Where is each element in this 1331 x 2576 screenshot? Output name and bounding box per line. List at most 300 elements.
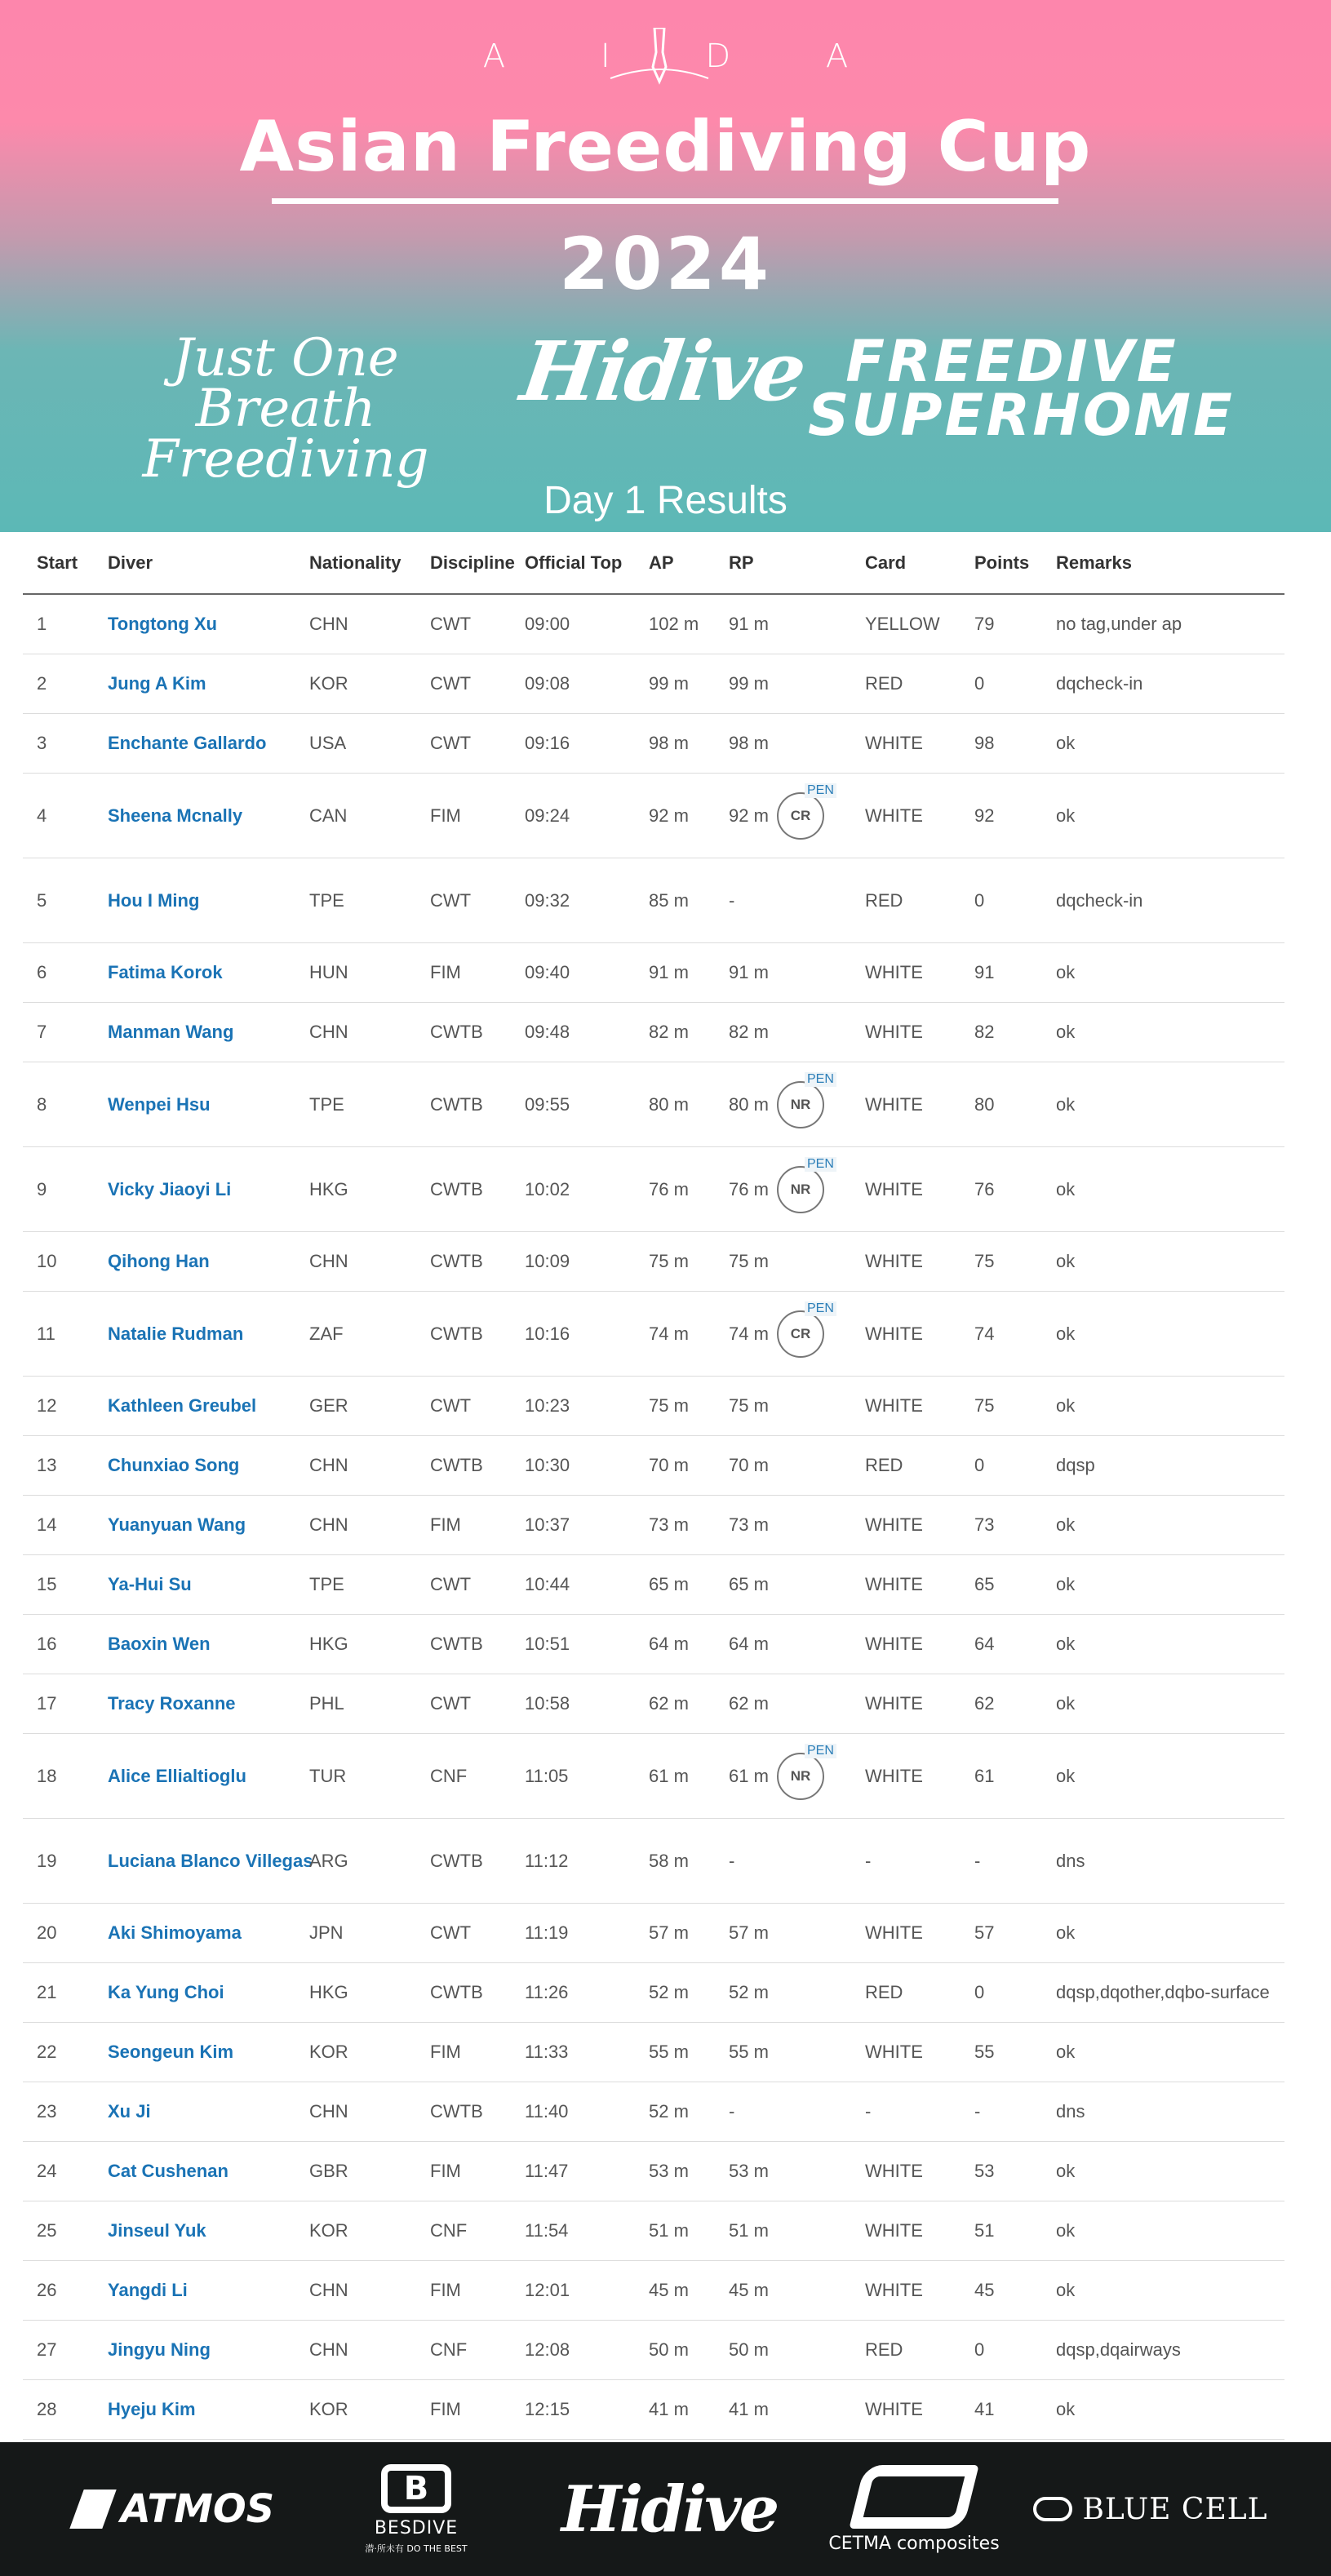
cell-official-top: 11:54 xyxy=(525,2220,569,2241)
cell-rp: 61 m xyxy=(729,1765,769,1786)
cell-remarks: ok xyxy=(1056,2220,1076,2241)
cell-ap: 50 m xyxy=(649,2339,689,2360)
cell-official-top: 11:05 xyxy=(525,1765,569,1786)
table-row xyxy=(23,2380,1284,2440)
table-row xyxy=(23,1819,1284,1904)
cell-remarks: dqsp xyxy=(1056,1455,1095,1475)
cell-card: RED xyxy=(865,1982,903,2002)
cell-start: 1 xyxy=(37,614,47,634)
cell-remarks: ok xyxy=(1056,1178,1076,1199)
diver-link[interactable]: Jingyu Ning xyxy=(108,2339,211,2360)
cell-discipline: CWT xyxy=(430,1922,472,1943)
cell-discipline: CWTB xyxy=(430,1982,483,2002)
cell-points: 55 xyxy=(974,2042,995,2062)
table-row xyxy=(23,2261,1284,2321)
cell-official-top: 10:30 xyxy=(525,1455,570,1475)
cell-remarks: ok xyxy=(1056,1514,1076,1535)
cell-nationality: ZAF xyxy=(309,1323,344,1344)
table-row xyxy=(23,1734,1284,1819)
cell-official-top: 10:23 xyxy=(525,1395,570,1416)
cell-rp: 65 m xyxy=(729,1574,769,1594)
pen-tag: PEN xyxy=(805,783,836,798)
pen-tag: PEN xyxy=(805,1072,836,1087)
cell-official-top: 09:32 xyxy=(525,889,570,911)
cell-discipline: CNF xyxy=(430,2220,468,2241)
cell-nationality: CHN xyxy=(309,1251,348,1271)
table-row xyxy=(23,1555,1284,1615)
cell-nationality: TPE xyxy=(309,1574,344,1594)
cell-discipline: CWTB xyxy=(430,1178,483,1199)
cell-start: 14 xyxy=(37,1514,57,1535)
diver-link[interactable]: Tracy Roxanne xyxy=(108,1693,236,1714)
cell-start: 4 xyxy=(37,805,47,826)
sponsor-cetma-logo xyxy=(816,2442,1012,2576)
cell-ap: 41 m xyxy=(649,2399,689,2419)
cell-rp: 52 m xyxy=(729,1982,769,2002)
diver-link[interactable]: Kathleen Greubel xyxy=(108,1395,257,1416)
cell-rp: 53 m xyxy=(729,2161,769,2181)
diver-link[interactable]: Aki Shimoyama xyxy=(108,1922,242,1943)
diver-link[interactable]: Ya-Hui Su xyxy=(108,1574,192,1594)
table-row xyxy=(23,1674,1284,1734)
diver-link[interactable]: Wenpei Hsu xyxy=(108,1093,211,1115)
header-remarks: Remarks xyxy=(1056,552,1132,573)
cell-start: 18 xyxy=(37,1765,57,1786)
cell-ap: 92 m xyxy=(649,805,689,826)
cell-ap: 91 m xyxy=(649,962,689,982)
cell-start: 15 xyxy=(37,1574,57,1594)
sponsor-cetma-name: CETMA composites xyxy=(828,2533,1000,2554)
cell-points: 45 xyxy=(974,2280,995,2300)
cell-points: 80 xyxy=(974,1093,995,1115)
cell-nationality: TPE xyxy=(309,889,344,911)
cell-nationality: PHL xyxy=(309,1693,344,1714)
cell-rp: - xyxy=(729,2101,735,2122)
cell-card: WHITE xyxy=(865,1178,923,1199)
atmos-mark-icon xyxy=(69,2490,116,2529)
header-points: Points xyxy=(974,552,1030,573)
cell-card: WHITE xyxy=(865,962,923,982)
sponsor-freedive-superhome-line2: SUPERHOME xyxy=(808,382,1235,449)
cell-discipline: FIM xyxy=(430,2280,461,2300)
table-row xyxy=(23,1496,1284,1555)
header-diver: Diver xyxy=(108,552,153,573)
cell-discipline: CWT xyxy=(430,1574,472,1594)
cell-start: 8 xyxy=(37,1093,47,1115)
diver-link[interactable]: Enchante Gallardo xyxy=(108,733,267,753)
cell-card: WHITE xyxy=(865,733,923,753)
sponsor-hidive-footer-logo xyxy=(561,2442,778,2576)
record-badge: NR xyxy=(777,1166,824,1213)
cell-remarks: ok xyxy=(1056,733,1076,753)
diver-link[interactable]: Qihong Han xyxy=(108,1251,210,1271)
sponsor-besdive-logo xyxy=(343,2442,490,2576)
footer-sponsors xyxy=(0,2442,1331,2576)
diver-link[interactable]: Ka Yung Choi xyxy=(108,1982,224,2002)
event-year: 2024 xyxy=(559,222,772,306)
cell-ap: 52 m xyxy=(649,2101,689,2122)
diver-icon xyxy=(594,28,725,93)
table-row xyxy=(23,2321,1284,2380)
diver-link[interactable]: Yuanyuan Wang xyxy=(108,1514,246,1535)
cell-card: RED xyxy=(865,889,903,911)
cell-points: 75 xyxy=(974,1395,995,1416)
cell-nationality: CHN xyxy=(309,1514,348,1535)
header-nationality: Nationality xyxy=(309,552,402,573)
cell-official-top: 10:37 xyxy=(525,1514,570,1535)
cell-card: WHITE xyxy=(865,2220,923,2241)
cell-nationality: KOR xyxy=(309,2399,348,2419)
cell-rp: 70 m xyxy=(729,1455,769,1475)
cell-nationality: GBR xyxy=(309,2161,348,2181)
table-row xyxy=(23,1904,1284,1963)
cell-rp: 64 m xyxy=(729,1634,769,1654)
sponsor-besdive-name: BESDIVE xyxy=(374,2517,459,2538)
cell-start: 11 xyxy=(37,1323,55,1344)
cell-discipline: CWTB xyxy=(430,1022,483,1042)
cell-remarks: ok xyxy=(1056,1693,1076,1714)
cell-points: 79 xyxy=(974,614,995,634)
cell-start: 21 xyxy=(37,1982,57,2002)
cell-discipline: CWTB xyxy=(430,1850,483,1871)
cell-start: 13 xyxy=(37,1455,57,1475)
cell-nationality: HKG xyxy=(309,1982,348,2002)
cetma-mark-icon xyxy=(849,2465,978,2529)
table-row xyxy=(23,1292,1284,1377)
cell-start: 2 xyxy=(37,673,47,694)
cell-remarks: dqsp,dqother,dqbo-surface xyxy=(1056,1982,1270,2002)
cell-remarks: ok xyxy=(1056,2161,1076,2181)
cell-start: 22 xyxy=(37,2042,57,2062)
cell-nationality: HUN xyxy=(309,962,348,982)
cell-card: WHITE xyxy=(865,2042,923,2062)
cell-card: WHITE xyxy=(865,1922,923,1943)
diver-link[interactable]: Luciana Blanco Villegas xyxy=(108,1850,313,1871)
diver-link[interactable]: Xu Ji xyxy=(108,2101,151,2122)
table-row xyxy=(23,774,1284,858)
cell-start: 6 xyxy=(37,962,47,982)
cell-remarks: ok xyxy=(1056,1395,1076,1416)
table-row xyxy=(23,714,1284,774)
cell-remarks: ok xyxy=(1056,1093,1076,1115)
pen-tag: PEN xyxy=(805,1301,836,1316)
cell-ap: 74 m xyxy=(649,1323,689,1344)
cell-ap: 58 m xyxy=(649,1850,689,1871)
cell-official-top: 10:51 xyxy=(525,1634,570,1654)
cell-ap: 55 m xyxy=(649,2042,689,2062)
cell-official-top: 11:12 xyxy=(525,1850,569,1871)
cell-official-top: 12:15 xyxy=(525,2399,570,2419)
cell-start: 7 xyxy=(37,1022,47,1042)
cell-start: 25 xyxy=(37,2220,57,2241)
cell-ap: 61 m xyxy=(649,1765,689,1786)
cell-official-top: 10:44 xyxy=(525,1574,570,1594)
cell-nationality: KOR xyxy=(309,673,348,694)
event-title: Asian Freediving Cup xyxy=(239,106,1092,188)
cell-start: 20 xyxy=(37,1922,57,1943)
cell-discipline: FIM xyxy=(430,1514,461,1535)
bluecell-ring-icon xyxy=(1033,2497,1072,2521)
cell-discipline: CWTB xyxy=(430,1093,483,1115)
cell-ap: 57 m xyxy=(649,1922,689,1943)
cell-rp: 80 m xyxy=(729,1093,769,1115)
cell-discipline: FIM xyxy=(430,962,461,982)
cell-official-top: 09:55 xyxy=(525,1093,570,1115)
cell-rp: 91 m xyxy=(729,614,769,634)
cell-nationality: CHN xyxy=(309,1455,348,1475)
diver-link[interactable]: Seongeun Kim xyxy=(108,2042,234,2062)
cell-card: RED xyxy=(865,1455,903,1475)
cell-remarks: ok xyxy=(1056,1574,1076,1594)
cell-discipline: CWT xyxy=(430,673,472,694)
table-row xyxy=(23,1062,1284,1147)
cell-ap: 65 m xyxy=(649,1574,689,1594)
cell-ap: 52 m xyxy=(649,1982,689,2002)
cell-nationality: CHN xyxy=(309,614,348,634)
sponsor-just-one-breath xyxy=(82,328,490,490)
cell-start: 5 xyxy=(37,889,47,911)
cell-rp: - xyxy=(729,1850,735,1871)
cell-points: 0 xyxy=(974,1455,985,1475)
diver-link[interactable]: Yangdi Li xyxy=(108,2280,188,2300)
cell-nationality: CHN xyxy=(309,2101,348,2122)
cell-official-top: 11:26 xyxy=(525,1982,569,2002)
table-row xyxy=(23,1003,1284,1062)
cell-discipline: CWT xyxy=(430,1693,472,1714)
table-row xyxy=(23,2023,1284,2082)
cell-remarks: ok xyxy=(1056,2399,1076,2419)
header-card: Card xyxy=(865,552,907,573)
cell-official-top: 10:16 xyxy=(525,1323,570,1344)
cell-ap: 73 m xyxy=(649,1514,689,1535)
cell-card: YELLOW xyxy=(865,614,940,634)
pen-tag: PEN xyxy=(805,1744,836,1758)
header-ap: AP xyxy=(649,552,674,573)
cell-discipline: CWTB xyxy=(430,1251,483,1271)
sponsor-freedive-superhome-line1: FREEDIVE xyxy=(845,328,1178,395)
cell-remarks: ok xyxy=(1056,805,1076,826)
diver-link[interactable]: Jinseul Yuk xyxy=(108,2220,206,2241)
cell-card: WHITE xyxy=(865,1574,923,1594)
cell-discipline: CWT xyxy=(430,1395,472,1416)
cell-rp: 82 m xyxy=(729,1022,769,1042)
table-row xyxy=(23,1615,1284,1674)
cell-remarks: ok xyxy=(1056,1922,1076,1943)
cell-points: 74 xyxy=(974,1323,995,1344)
cell-points: 92 xyxy=(974,805,995,826)
cell-points: 41 xyxy=(974,2399,995,2419)
cell-official-top: 09:24 xyxy=(525,805,570,826)
cell-card: WHITE xyxy=(865,1765,923,1786)
cell-start: 12 xyxy=(37,1395,57,1416)
table-row xyxy=(23,1436,1284,1496)
cell-points: 75 xyxy=(974,1251,995,1271)
cell-points: 0 xyxy=(974,889,985,911)
cell-start: 10 xyxy=(37,1251,57,1271)
cell-ap: 64 m xyxy=(649,1634,689,1654)
cell-rp: 55 m xyxy=(729,2042,769,2062)
cell-ap: 102 m xyxy=(649,614,699,634)
table-row xyxy=(23,2082,1284,2142)
table-row xyxy=(23,1232,1284,1292)
besdive-mark-icon: B xyxy=(381,2464,451,2513)
cell-start: 26 xyxy=(37,2280,57,2300)
table-row xyxy=(23,1963,1284,2023)
diver-link[interactable]: Cat Cushenan xyxy=(108,2161,228,2181)
results-table xyxy=(23,532,1284,2440)
cell-card: WHITE xyxy=(865,1323,923,1344)
cell-nationality: JPN xyxy=(309,1922,344,1943)
cell-points: 82 xyxy=(974,1022,995,1042)
cell-ap: 98 m xyxy=(649,733,689,753)
cell-nationality: KOR xyxy=(309,2220,348,2241)
sponsor-just-one-breath-line1: Just One Breath xyxy=(172,328,399,439)
diver-link[interactable]: Chunxiao Song xyxy=(108,1455,240,1475)
cell-remarks: dns xyxy=(1056,2101,1085,2122)
cell-points: 57 xyxy=(974,1922,995,1943)
cell-discipline: CWTB xyxy=(430,1323,483,1344)
cell-nationality: TPE xyxy=(309,1093,344,1115)
cell-nationality: KOR xyxy=(309,2042,348,2062)
cell-nationality: CHN xyxy=(309,2339,348,2360)
cell-points: 61 xyxy=(974,1765,995,1786)
cell-ap: 85 m xyxy=(649,889,689,911)
cell-official-top: 12:01 xyxy=(525,2280,570,2300)
cell-ap: 75 m xyxy=(649,1251,689,1271)
cell-official-top: 11:19 xyxy=(525,1922,569,1943)
cell-points: - xyxy=(974,2101,981,2122)
cell-discipline: FIM xyxy=(430,2161,461,2181)
cell-remarks: ok xyxy=(1056,2280,1076,2300)
cell-ap: 70 m xyxy=(649,1455,689,1475)
cell-official-top: 09:00 xyxy=(525,614,570,634)
sponsor-atmos-name: ATMOS xyxy=(120,2486,275,2532)
sponsor-besdive-tagline: 潜·所未有 DO THE BEST xyxy=(365,2543,468,2554)
cell-discipline: CNF xyxy=(430,2339,468,2360)
cell-official-top: 09:48 xyxy=(525,1022,570,1042)
cell-official-top: 12:08 xyxy=(525,2339,570,2360)
diver-link[interactable]: Jung A Kim xyxy=(108,673,206,694)
cell-rp: 75 m xyxy=(729,1251,769,1271)
cell-nationality: GER xyxy=(309,1395,348,1416)
cell-ap: 75 m xyxy=(649,1395,689,1416)
record-badge: CR xyxy=(777,792,824,840)
cell-points: 0 xyxy=(974,2339,985,2360)
diver-link[interactable]: Vicky Jiaoyi Li xyxy=(108,1178,232,1199)
record-badge: NR xyxy=(777,1753,824,1800)
cell-points: 51 xyxy=(974,2220,995,2241)
cell-discipline: CWT xyxy=(430,733,472,753)
cell-ap: 51 m xyxy=(649,2220,689,2241)
table-body xyxy=(23,595,1284,2440)
header-rp: RP xyxy=(729,552,754,573)
diver-link[interactable]: Natalie Rudman xyxy=(108,1323,244,1344)
cell-start: 3 xyxy=(37,733,47,753)
cell-discipline: FIM xyxy=(430,805,461,826)
cell-start: 24 xyxy=(37,2161,57,2181)
cell-official-top: 09:08 xyxy=(525,673,570,694)
cell-rp: 62 m xyxy=(729,1693,769,1714)
sponsor-atmos-logo xyxy=(65,2442,286,2576)
cell-rp: 50 m xyxy=(729,2339,769,2360)
table-row xyxy=(23,858,1284,943)
cell-start: 27 xyxy=(37,2339,57,2360)
cell-ap: 53 m xyxy=(649,2161,689,2181)
diver-link[interactable]: Hou I Ming xyxy=(108,889,200,911)
cell-start: 16 xyxy=(37,1634,57,1654)
sponsor-just-one-breath-line2: Freediving xyxy=(142,429,429,490)
pen-tag: PEN xyxy=(805,1157,836,1172)
cell-ap: 62 m xyxy=(649,1693,689,1714)
cell-card: WHITE xyxy=(865,1251,923,1271)
cell-ap: 80 m xyxy=(649,1093,689,1115)
cell-points: 76 xyxy=(974,1178,995,1199)
cell-discipline: CWT xyxy=(430,889,472,911)
cell-points: 64 xyxy=(974,1634,995,1654)
cell-rp: 51 m xyxy=(729,2220,769,2241)
cell-points: 65 xyxy=(974,1574,995,1594)
diver-link[interactable]: Hyeju Kim xyxy=(108,2399,196,2419)
cell-rp: - xyxy=(729,889,735,911)
record-badge: NR xyxy=(777,1081,824,1128)
cell-official-top: 09:16 xyxy=(525,733,570,753)
cell-card: - xyxy=(865,1850,872,1871)
aida-logo xyxy=(0,28,1331,93)
cell-discipline: CWT xyxy=(430,614,472,634)
sponsor-freedive-superhome xyxy=(808,328,1235,449)
cell-nationality: ARG xyxy=(309,1850,348,1871)
diver-link[interactable]: Alice Ellialtioglu xyxy=(108,1765,246,1786)
cell-ap: 82 m xyxy=(649,1022,689,1042)
cell-points: 53 xyxy=(974,2161,995,2181)
header-banner xyxy=(0,0,1331,532)
cell-nationality: HKG xyxy=(309,1634,348,1654)
table-row xyxy=(23,2142,1284,2201)
diver-link[interactable]: Manman Wang xyxy=(108,1022,234,1042)
cell-points: 0 xyxy=(974,1982,985,2002)
diver-link[interactable]: Fatima Korok xyxy=(108,962,223,982)
cell-remarks: dns xyxy=(1056,1850,1085,1871)
cell-nationality: CHN xyxy=(309,1022,348,1042)
cell-points: 73 xyxy=(974,1514,995,1535)
cell-start: 19 xyxy=(37,1850,57,1871)
cell-official-top: 11:33 xyxy=(525,2042,569,2062)
cell-rp: 92 m xyxy=(729,805,769,826)
cell-start: 17 xyxy=(37,1693,57,1714)
cell-discipline: CNF xyxy=(430,1765,468,1786)
cell-ap: 76 m xyxy=(649,1178,689,1199)
cell-nationality: CHN xyxy=(309,2280,348,2300)
sponsor-bluecell-name: BLUE CELL xyxy=(1082,2492,1268,2526)
header-start: Start xyxy=(37,552,78,573)
cell-card: WHITE xyxy=(865,1022,923,1042)
cell-official-top: 10:09 xyxy=(525,1251,570,1271)
diver-link[interactable]: Sheena Mcnally xyxy=(108,805,243,826)
cell-points: 62 xyxy=(974,1693,995,1714)
cell-card: WHITE xyxy=(865,1693,923,1714)
diver-link[interactable]: Tongtong Xu xyxy=(108,614,217,634)
cell-card: RED xyxy=(865,673,903,694)
cell-card: WHITE xyxy=(865,2161,923,2181)
cell-points: - xyxy=(974,1850,981,1871)
table-row xyxy=(23,943,1284,1003)
cell-remarks: ok xyxy=(1056,1634,1076,1654)
cell-official-top: 09:40 xyxy=(525,962,570,982)
cell-ap: 45 m xyxy=(649,2280,689,2300)
header-official-top: Official Top xyxy=(525,552,623,573)
diver-link[interactable]: Baoxin Wen xyxy=(108,1634,211,1654)
cell-card: - xyxy=(865,2101,872,2122)
